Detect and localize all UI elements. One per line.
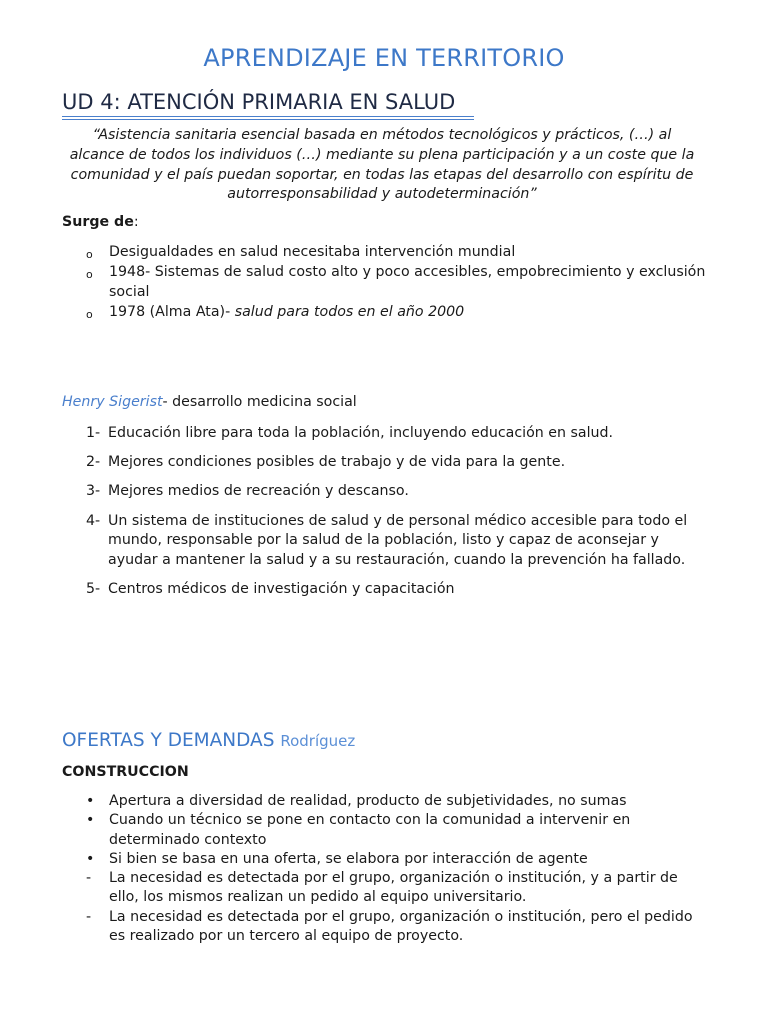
list-item: - La necesidad es detectada por el grupo, organización o institución, y a partir de ello, los mismos realizan un pedido al equipo universitario. (86, 870, 678, 906)
list-item: 4- Un sistema de instituciones de salud y de personal médico accesible para todo el mundo, responsable por la salud de la población, listo y capaz de aconsejar y ayudar a mantener la salud y a su restauración, cuando la prevención ha fallado. (86, 512, 688, 568)
list-item: 3- Mejores medios de recreación y descanso. (86, 483, 409, 500)
section-author: Rodríguez (280, 732, 356, 750)
author-name: Henry Sigerist (62, 394, 163, 410)
unit-heading: UD 4: ATENCIÓN PRIMARIA EN SALUD (62, 90, 456, 114)
surge-list (86, 242, 716, 322)
list-item: 2- Mejores condiciones posibles de trabajo y de vida para la gente. (86, 454, 566, 471)
list-item: - La necesidad es detectada por el grupo, organización o institución, pero el pedido es realizado por un tercero al equipo de proyecto. (86, 908, 693, 945)
list-item: o Desigualdades en salud necesitaba intervención mundial (86, 242, 716, 262)
construccion-label: CONSTRUCCION (62, 764, 189, 780)
sigerist-list (86, 424, 698, 609)
bullet-marker: o (86, 308, 93, 321)
construccion-list (86, 792, 698, 946)
definition-quote: “Asistencia sanitaria esencial basada en métodos tecnológicos y prácticos, (…) al alcance de todos los individuos (…) mediante su plena participación y a un coste que la comunidad y el país puedan soportar, en todas las etapas del desarrollo con espíritu de autorresponsabilidad y autodeterminación” (69, 127, 695, 203)
sigerist-heading: Henry Sigerist- desarrollo medicina social (62, 394, 357, 410)
bullet-marker: o (86, 248, 93, 261)
section-heading: OFERTAS Y DEMANDAS Rodríguez (62, 730, 356, 751)
bullet-marker: o (86, 268, 93, 281)
list-item: • Cuando un técnico se pone en contacto con la comunidad a intervenir en determinado contexto (86, 812, 631, 848)
list-item: • Si bien se basa en una oferta, se elabora por interacción de agente (86, 850, 588, 867)
list-item: • Apertura a diversidad de realidad, producto de subjetividades, no sumas (86, 793, 627, 809)
surge-label: Surge de: (62, 214, 139, 230)
list-item: 5- Centros médicos de investigación y capacitación (86, 580, 455, 597)
heading-underline (62, 116, 474, 120)
document-title: APRENDIZAJE EN TERRITORIO (203, 44, 565, 72)
list-item: o 1948- Sistemas de salud costo alto y poco accesibles, empobrecimiento y exclusión social (86, 264, 706, 300)
list-item: 1- Educación libre para toda la población, incluyendo educación en salud. (86, 425, 614, 441)
list-item: o 1978 (Alma Ata)- salud para todos en el año 2000 (86, 302, 716, 322)
